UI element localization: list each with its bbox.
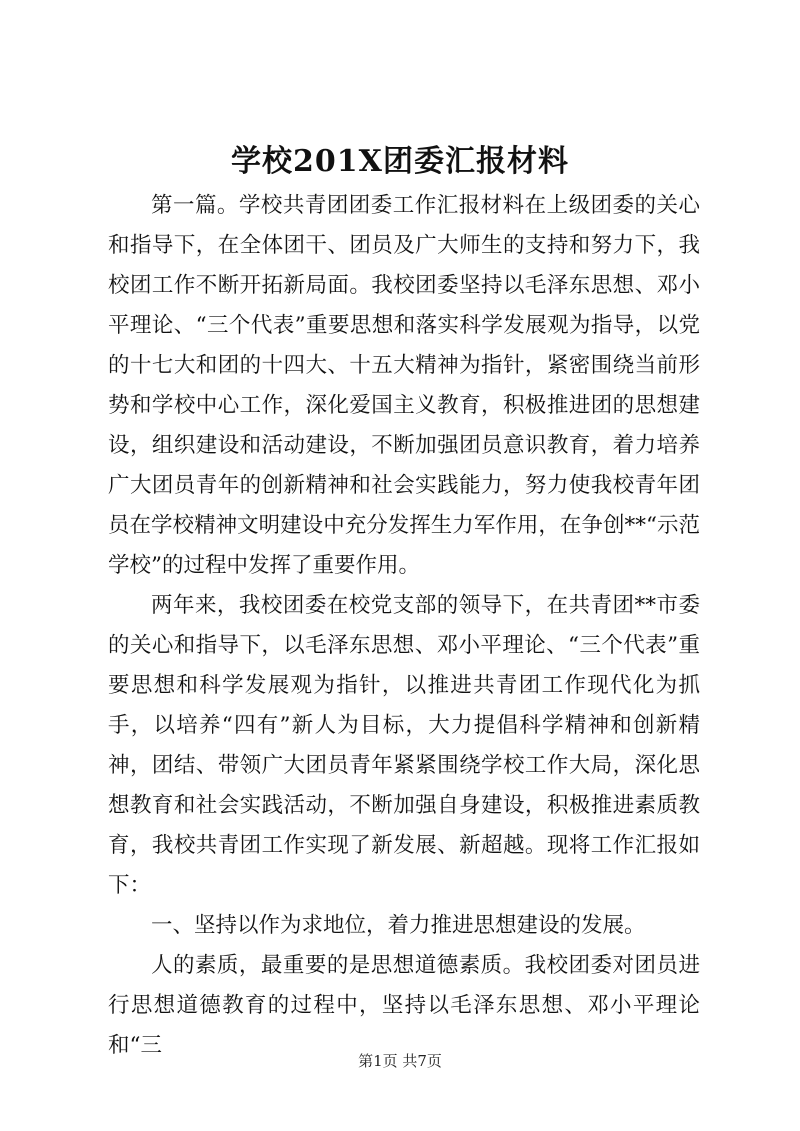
paragraph: 第一篇。学校共青团团委工作汇报材料在上级团委的关心和指导下，在全体团干、团员及广大师生的支持和努力下，我校团工作不断开拓新局面。我校团委坚持以毛泽东思想、邓小平理论、“三个代表”重要思想和落实科学发展观为指导，以党的十七大和团的十四大、十五大精神为指针，紧密围绕当前形势和学校中心工作，深化爱国主义教育，积极推进团的思想建设，组织建设和活动建设，不断加强团员意识教育，着力培养广大团员青年的创新精神和社会实践能力，努力使我校青年团员在学校精神文明建设中充分发挥生力军作用，在争创**“示范学校”的过程中发挥了重要作用。 [108,193,700,578]
page-number-footer: 第1页 共7页 [358,1052,442,1070]
section-heading: 一、坚持以作为求地位，着力推进思想建设的发展。 [151,913,646,938]
document-title: 学校201X团委汇报材料 [231,144,569,179]
document-body [108,186,700,1066]
paragraph: 人的素质，最重要的是思想道德素质。我校团委对团员进行思想道德教育的过程中，坚持以毛泽东思想、邓小平理论和“三 [108,953,700,1058]
paragraph: 两年来，我校团委在校党支部的领导下，在共青团**市委的关心和指导下，以毛泽东思想、邓小平理论、“三个代表”重要思想和科学发展观为指针，以推进共青团工作现代化为抓手，以培养“四有”新人为目标，大力提倡科学精神和创新精神，团结、带领广大团员青年紧紧围绕学校工作大局，深化思想教育和社会实践活动，不断加强自身建设，积极推进素质教育，我校共青团工作实现了新发展、新超越。现将工作汇报如下： [108,593,700,898]
